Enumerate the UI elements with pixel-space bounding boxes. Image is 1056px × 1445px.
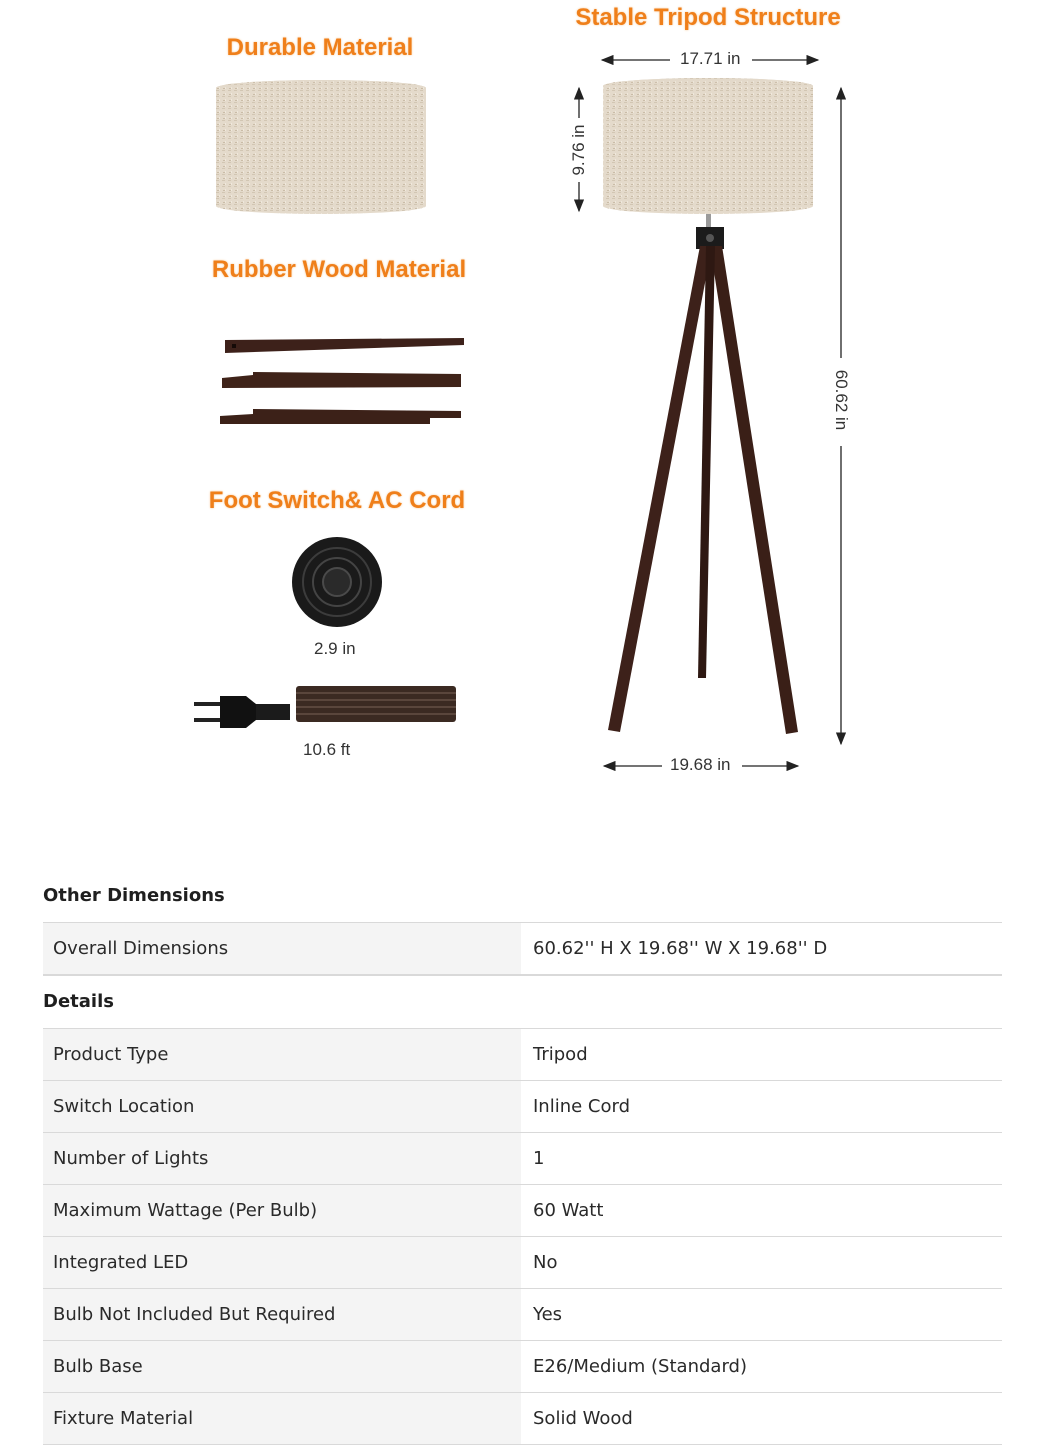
spec-row-overall-dimensions [43, 922, 1002, 975]
shade-sample [216, 80, 426, 214]
spec-label: Bulb Base [43, 1341, 521, 1392]
shade-height-label: 9.76 in [569, 124, 588, 176]
cord-length-label: 10.6 ft [303, 740, 351, 759]
spec-row-fixture-material [43, 1392, 1002, 1445]
spec-value: Tripod [533, 1044, 588, 1065]
spec-label: Bulb Not Included But Required [43, 1289, 521, 1340]
spec-value: E26/Medium (Standard) [533, 1356, 747, 1377]
spec-row-product-type [43, 1028, 1002, 1080]
spec-row-number-of-lights [43, 1132, 1002, 1184]
spec-value: 60.62'' H X 19.68'' W X 19.68'' D [533, 938, 828, 959]
title-rubber-wood-material: Rubber Wood Material [211, 256, 467, 283]
spec-row-maximum-wattage [43, 1184, 1002, 1236]
shade-width-label: 17.71 in [680, 49, 741, 68]
wood-legs-sample [220, 338, 464, 424]
spec-group-details [43, 1028, 1002, 1445]
spec-row-bulb-base [43, 1340, 1002, 1392]
title-durable-material: Durable Material [226, 34, 414, 61]
spec-value: Inline Cord [533, 1096, 631, 1117]
specifications-table [43, 870, 1002, 1445]
foot-switch-icon [292, 537, 382, 627]
spec-group-other-dimensions [43, 922, 1002, 976]
spec-row-integrated-led [43, 1236, 1002, 1288]
spec-label: Fixture Material [43, 1393, 521, 1444]
title-foot-switch-ac-cord: Foot Switch& AC Cord [208, 487, 466, 514]
spec-row-switch-location [43, 1080, 1002, 1132]
spec-label: Overall Dimensions [43, 923, 521, 974]
switch-diameter-label: 2.9 in [314, 639, 356, 658]
title-stable-tripod-structure: Stable Tripod Structure [575, 4, 841, 31]
spec-value: Yes [533, 1304, 563, 1325]
spec-value: Solid Wood [533, 1408, 633, 1429]
spec-label: Number of Lights [43, 1133, 521, 1184]
spec-label: Product Type [43, 1029, 521, 1080]
spec-value: 1 [533, 1148, 545, 1169]
section-title-details: Details [43, 991, 114, 1012]
spec-row-bulb-required [43, 1288, 1002, 1340]
spec-label: Switch Location [43, 1081, 521, 1132]
spec-value: 60 Watt [533, 1200, 604, 1221]
spec-label: Maximum Wattage (Per Bulb) [43, 1185, 521, 1236]
spec-label: Integrated LED [43, 1237, 521, 1288]
tripod-lamp [603, 78, 813, 734]
section-title-other-dimensions: Other Dimensions [43, 885, 225, 906]
power-cord-icon [194, 686, 456, 728]
total-height-label: 60.62 in [832, 369, 851, 431]
spec-value: No [533, 1252, 558, 1273]
base-width-label: 19.68 in [670, 755, 731, 774]
